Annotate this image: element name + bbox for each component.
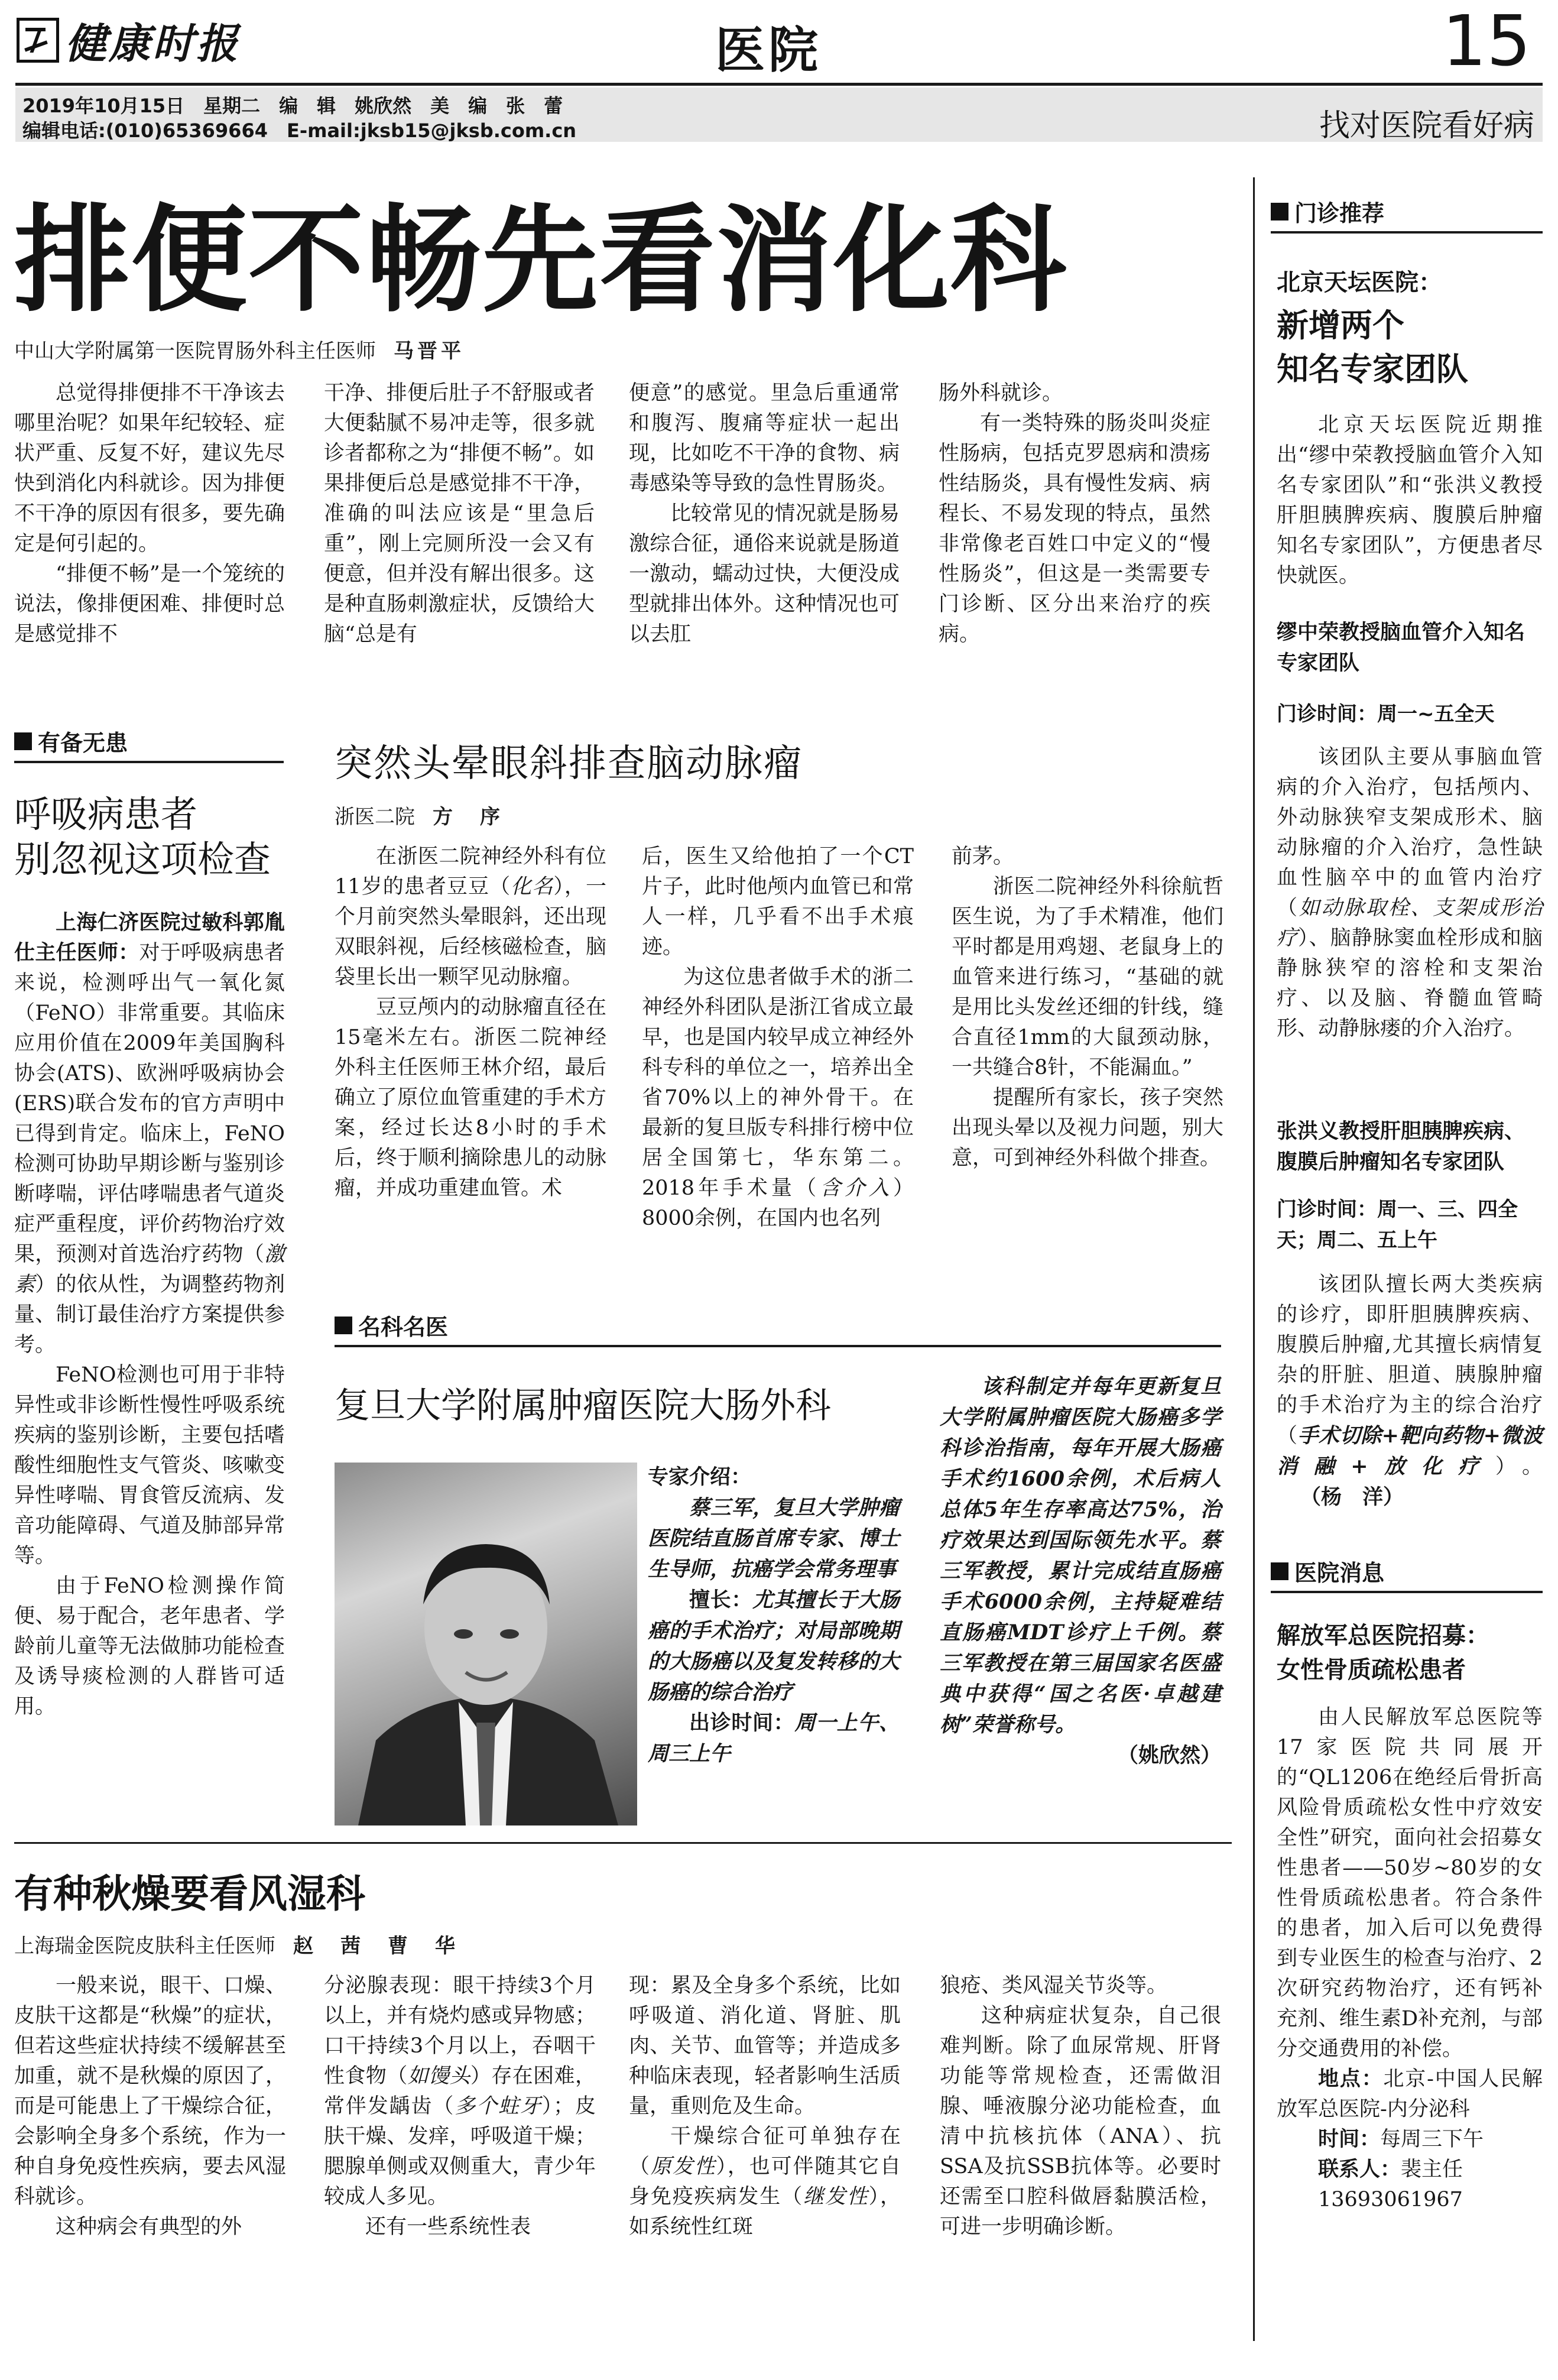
aneurysm-col-3 [952,842,1223,1173]
masthead-rule-top [15,83,1543,86]
qiuzao-headline: 有种秋燥要看风湿科 [14,1871,365,1917]
aneurysm-paragraph: 提醒所有家长，孩子突然出现头晕以及视力问题，别大意，可到神经外科做个排查。 [952,1086,1223,1170]
sidebar-divider [1253,177,1255,2341]
lead-col-3 [629,378,900,650]
youbei-body: 上海仁济医院过敏科郭胤仕主任医师：对于呼吸病患者来说，检测呼出气一氧化氮（FeNO）非常重要。其临床应用价值在2009年美国胸科协会(ATS)、欧洲呼吸病协会(ERS)联合发布的官方声明中已得到肯定。临床上，FeNO检测可协助早期诊断与鉴别诊断哮喘，评估哮喘患者气道炎症严重程度，评价药物治疗效果，预测对首选治疗药物（激素）的依从性，为调整药物剂量、制订最佳治疗方案提供参考。 FeNO检测也可用于非特异性或非诊断性慢性呼吸系统疾病的鉴别诊断，主要包括嗜酸性细胞性支气管炎、咳嗽变异性哮喘、胃食管反流病、发音功能障碍、气道及肺部异常等。 由于FeNO检测操作简便、易于配合，老年患者、学龄前儿童等无法做肺功能检查及诱导痰检测的人群皆可适用。 [14,908,285,1722]
aneurysm-paragraph: 前茅。 [952,845,1014,868]
qiuzao-rule [14,1842,1232,1844]
aneurysm-byline: 浙医二院 方 序 [335,805,504,829]
aneurysm-col-2: 后，医生又给他拍了一个CT片子，此时他颅内血管已和常人一样，几乎看不出手术痕迹。 为这位患者做手术的浙二神经外科团队是浙江省成立最早，也是国内较早成立神经外科专科的单位之一，培养出全省70%以上的神外骨干。在最新的复旦版专科排行榜中位居全国第七，华东第二。2018年手术量（含介入）8000余例，在国内也名列 [642,842,914,1234]
mingke-headline: 复旦大学附属肿瘤医院大肠外科 [335,1385,831,1426]
mingke-section-label: 名科名医 [335,1309,1221,1347]
qiuzao-paragraph: 还有一些系统性表 [365,2215,531,2239]
masthead [0,0,1558,148]
youbei-section-label: 有备无患 [14,725,284,763]
team2-credit: （杨 洋） [1300,1485,1404,1509]
aneurysm-paragraph: 后，医生又给他拍了一个CT片子，此时他颅内血管已和常人一样，几乎看不出手术痕迹。 [642,845,914,959]
doctor-portrait-illustration [335,1463,637,1825]
news-section-label: 医院消息 [1271,1555,1543,1593]
team2-desc: 该团队擅长两大类疾病的诊疗，即肝胆胰脾疾病、腹膜后肿瘤,尤其擅长病情复杂的肝脏、胆道、胰腺肿瘤的手术治疗为主的综合治疗（手术切除+靶向药物+微波消融+放化疗）。（杨 洋） [1277,1273,1543,1509]
slogan: 找对医院看好病 [1319,108,1534,144]
qiuzao-paragraph: 这种病会有典型的外 [56,2215,242,2239]
mingke-right-col: 该科制定并每年更新复旦大学附属肿瘤医院大肠癌多学科诊治指南，每年开展大肠癌手术约1600余例，术后病人总体5年生存率高达75%，治疗效果达到国际领先水平。蔡三军教授，累计完成结直肠癌手术6000余例，主持疑难结直肠癌MDT诊疗上千例。蔡三军教授在第三届国家名医盛典中获得“国之名医·卓越建树”荣誉称号。 （姚欣然） [940,1374,1221,1768]
date-editor-line: 2019年10月15日 星期二 编 辑 姚欣然 美 编 张 蕾 [22,95,563,117]
qiuzao-byline: 上海瑞金医院皮肤科主任医师 赵 茜 曹 华 [14,1934,459,1958]
section-marker-icon [1271,1562,1288,1580]
section-marker-icon [335,1317,352,1334]
team1-title: 缪中荣教授脑血管介入知名专家团队 [1277,621,1525,675]
lead-byline-name: 马晋平 [394,339,465,363]
youbei-paragraph: FeNO检测也可用于非特异性或非诊断性慢性呼吸系统疾病的鉴别诊断，主要包括嗜酸性细胞性支气管炎、咳嗽变异性哮喘、胃食管反流病、发音功能障碍、气道及肺部异常等。 [14,1363,285,1568]
lead-paragraph: 比较常见的情况就是肠易激综合征，通俗来说就是肠道一激动，蠕动过快，大便没成型就排出体外。这种情况也可以去肛 [629,502,900,646]
mingke-expert-col: 专家介绍： 蔡三军，复旦大学肿瘤医院结直肠首席专家、博士生导师，抗癌学会常务理事 擅长：尤其擅长于大肠癌的手术治疗；对局部晚期的大肠癌以及复发转移的大肠癌的综合治疗 出诊时间：周一上午、周三上午 [648,1465,900,1766]
news-headline: 解放军总医院招募： 女性骨质疏松患者 [1277,1622,1489,1684]
lead-paragraph: “排便不畅”是一个笼统的说法，像排便困难、排便时总是感觉排不 [14,562,285,646]
logo-emblem-icon [17,18,59,63]
mingke-credit: （姚欣然） [1117,1743,1221,1768]
qiuzao-paragraph: 现：累及全身多个系统，比如呼吸道、消化道、肾脏、肌肉、关节、血管等；并造成多种临床表现，轻者影响生活质量，重则危及生命。 [629,1974,901,2118]
section-marker-icon [1271,203,1288,221]
doctor-portrait [335,1463,637,1825]
aneurysm-col-1: 在浙医二院神经外科有位11岁的患者豆豆（化名），一个月前突然头晕眼斜，还出现双眼斜视，后经核磁检查，脑袋里长出一颗罕见动脉瘤。 豆豆颅内的动脉瘤直径在15毫米左右。浙医二院神经外科主任医师王林介绍，最后确立了原位血管重建的手术方案，经过长达8小时的手术后，终于顺利摘除患儿的动脉瘤，并成功重建血管。术 [335,842,606,1204]
aneurysm-headline: 突然头晕眼斜排查脑动脉瘤 [335,742,803,786]
lead-paragraph: 总觉得排便排不干净该去哪里治呢？如果年纪较轻、症状严重、反复不好，建议先尽快到消化内科就诊。因为排便不干净的原因有很多，要先确定是何引起的。 [14,381,285,556]
qiuzao-paragraph: 狼疮、类风湿关节炎等。 [940,1974,1168,1998]
news-body: 由人民解放军总医院等17家医院共同展开的“QL1206在绝经后骨折高风险骨质疏松女性中疗效安全性”研究，面向社会招募女性患者——50岁~80岁的女性骨质疏松患者。符合条件的患者，加入后可以免费得到专业医生的检查与治疗、2次研究药物治疗，还有钙补充剂、维生素D补充剂，与部分交通费用的补偿。 地点：北京-中国人民解放军总医院-内分泌科 时间：每周三下午 联系人：裴主任 13693061967 [1277,1703,1543,2215]
lead-byline-org: 中山大学附属第一医院胃肠外科主任医师 [14,339,376,363]
clinic-headline: 新增两个 知名专家团队 [1277,307,1468,388]
aneurysm-paragraph: 浙医二院神经外科徐航哲医生说，为了手术精准，他们平时都是用鸡翅、老鼠身上的血管来进行练习，“基础的就是用比头发丝还细的针线，缝合直径1mm的大鼠颈动脉，一共缝合8针，不能漏血。” [952,875,1223,1079]
section-marker-icon [14,732,32,750]
section-title: 医院 [715,21,822,79]
youbei-headline: 呼吸病患者 别忽视这项检查 [14,793,271,881]
qiuzao-col-3: 现：累及全身多个系统，比如呼吸道、消化道、肾脏、肌肉、关节、血管等；并造成多种临床表现，轻者影响生活质量，重则危及生命。 干燥综合征可单独存在（原发性），也可伴随其它自身免疫疾病发生（继发性），如系统性红斑 [629,1971,901,2242]
clinic-intro: 北京天坛医院近期推出“缪中荣教授脑血管介入知名专家团队”和“张洪义教授肝胆胰脾疾病、腹膜后肿瘤知名专家团队”，方便患者尽快就医。 [1277,413,1543,588]
lead-paragraph: 干净、排便后肚子不舒服或者大便黏腻不易冲走等，很多就诊者都称之为“排便不畅”。如果排便后总是感觉排不干净，准确的叫法应该是“里急后重”，刚上完厕所没一会又有便意，但并没有解出很多。这是种直肠刺激症状，反馈给大脑“总是有 [324,381,595,646]
masthead-info-bar [15,87,1543,142]
lead-col-4 [939,378,1210,650]
qiuzao-col-1 [14,1971,286,2242]
lead-paragraph: 肠外科就诊。 [939,381,1063,405]
lead-byline [14,335,465,364]
youbei-paragraph: 由于FeNO检测操作简便、易于配合，老年患者、学龄前儿童等无法做肺功能检查及诱导痰检测的人群皆可适用。 [14,1574,285,1718]
lead-col-2 [324,378,595,650]
team2-title: 张洪义教授肝胆胰脾疾病、腹膜后肿瘤知名专家团队 [1277,1120,1525,1174]
contact-line: 编辑电话:(010)65369664 E-mail:jksb15@jksb.com.cn [22,119,577,142]
mingke-intro-label: 专家介绍： [648,1465,752,1489]
youbei-source: 上海仁济医院过敏科郭胤仕主任医师： [14,911,285,965]
lead-paragraph: 便意”的感觉。里急后重通常和腹泻、腹痛等症状一起出现，比如吃不干净的食物、病毒感染等导致的急性胃肠炎。 [629,381,900,495]
team2-time: 门诊时间：周一、三、四全天；周二、五上午 [1277,1198,1518,1252]
clinic-section-label: 门诊推荐 [1271,195,1543,234]
logo-text: 健康时报 [65,18,240,68]
lead-col-1 [14,378,285,650]
aneurysm-paragraph: 豆豆颅内的动脉瘤直径在15毫米左右。浙医二院神经外科主任医师王林介绍，最后确立了原位血管重建的手术方案，经过长达8小时的手术后，终于顺利摘除患儿的动脉瘤，并成功重建血管。术 [335,996,606,1200]
lead-headline: 排便不畅先看消化科 [14,192,1068,328]
page-number: 15 [1442,0,1531,82]
team1-time: 门诊时间：周一~五全天 [1277,702,1495,726]
qiuzao-col-4 [940,1971,1221,2242]
clinic-hospital-name: 北京天坛医院： [1277,269,1442,296]
news-phone: 13693061967 [1318,2188,1463,2212]
team1-desc: 该团队主要从事脑血管病的介入治疗，包括颅内、外动脉狭窄支架成形术、脑动脉瘤的介入治疗，急性缺血性脑卒中的血管内治疗（如动脉取栓、支架成形治疗）、脑静脉窦血栓形成和脑静脉狭窄的溶栓和支架治疗、以及脑、脊髓血管畸形、动静脉瘘的介入治疗。 [1277,745,1543,1040]
qiuzao-col-2: 分泌腺表现：眼干持续3个月以上，并有烧灼感或异物感；口干持续3个月以上，吞咽干性食物（如馒头）存在困难，常伴发龋齿（多个蛀牙）；皮肤干燥、发痒，呼吸道干燥；腮腺单侧或双侧重大，青少年较成人多见。 还有一些系统性表 [324,1971,596,2242]
lead-paragraph: 有一类特殊的肠炎叫炎症性肠病，包括克罗恩病和溃疡性结肠炎，具有慢性发病、病程长、不易发现的特点，虽然非常像老百姓口中定义的“慢性肠炎”，但这是一类需要专门诊断、区分出来治疗的疾病。 [939,411,1210,646]
qiuzao-paragraph: 一般来说，眼干、口燥、皮肤干这都是“秋燥”的症状，但若这些症状持续不缓解甚至加重，就不是秋燥的原因了，而是可能患上了干燥综合征，会影响全身多个系统，作为一种自身免疫性疾病，要去风湿科就诊。 [14,1974,286,2209]
newspaper-logo [17,11,240,70]
qiuzao-paragraph: 这种病症状复杂，自己很难判断。除了血尿常规、肝肾功能等常规检查，还需做泪腺、唾液腺分泌功能检查，血清中抗核抗体（ANA）、抗SSA及抗SSB抗体等。必要时还需至口腔科做唇黏膜活检，可进一步明确诊断。 [940,2004,1221,2239]
